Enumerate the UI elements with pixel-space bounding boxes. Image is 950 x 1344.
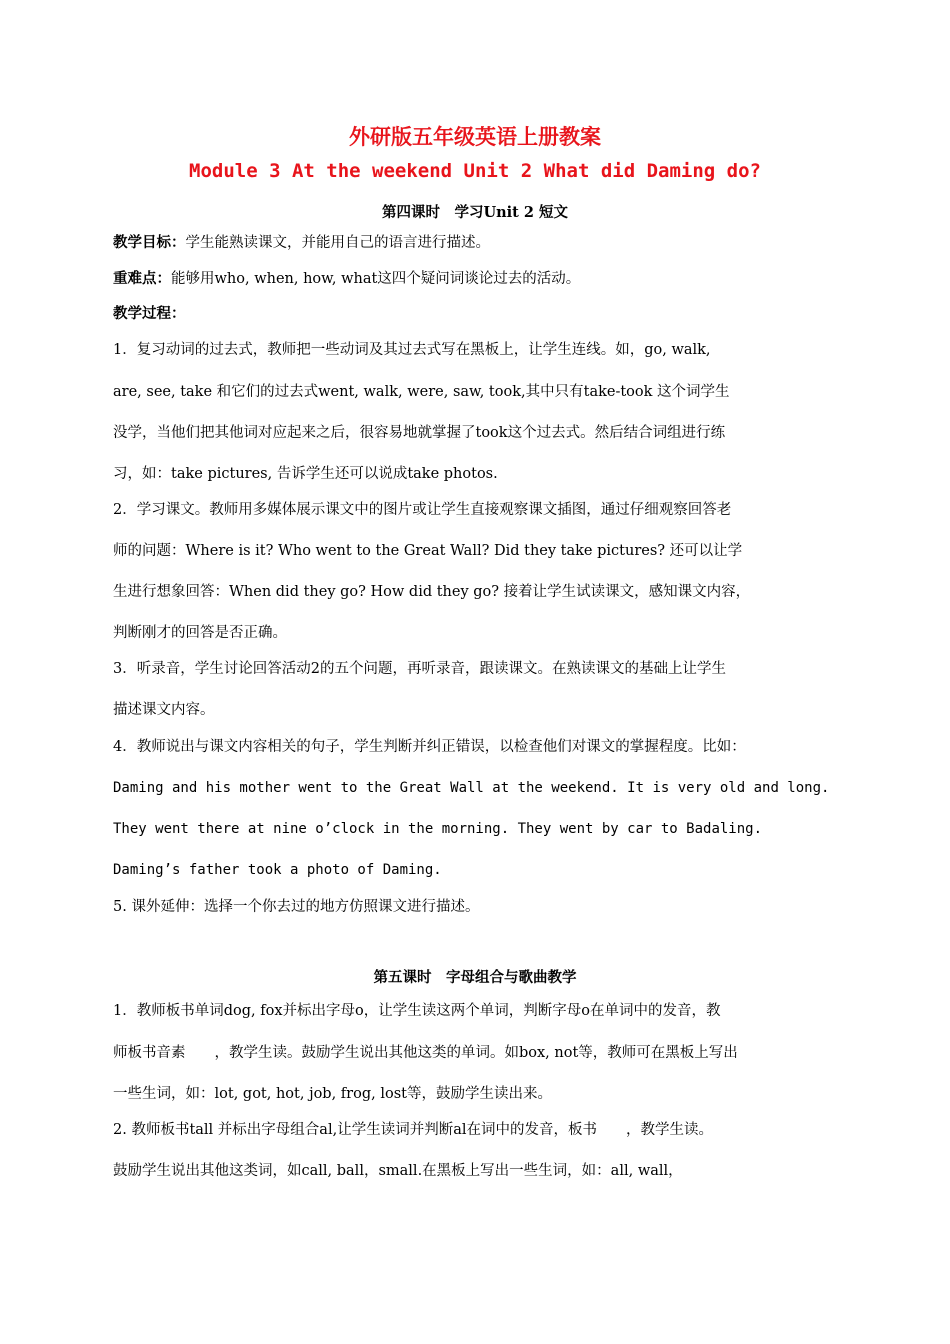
lesson5-heading: 第五课时 字母组合与歌曲教学 (373, 969, 577, 986)
lesson4-line: 5. 课外延伸：选择一个你去过的地方仿照课文进行描述。 (113, 899, 480, 915)
lesson4-line: 4．教师说出与课文内容相关的句子，学生判断并纠正错误，以检查他们对课文的掌握程度。比如： (113, 739, 746, 755)
teaching-goal-text: 学生能熟读课文，并能用自己的语言进行描述。 (185, 235, 490, 251)
document-subtitle: Module 3 At the weekend Unit 2 What did Daming do? (189, 160, 761, 182)
document-title: 外研版五年级英语上册教案 (349, 124, 601, 149)
lesson4-heading: 第四课时 学习Unit 2 短文 (381, 204, 569, 221)
key-points (113, 269, 838, 289)
key-points-label: 重难点： (113, 270, 171, 287)
lesson4-line: 生进行想象回答：When did they go? How did they go? 接着让学生试读课文，感知课文内容， (113, 584, 751, 600)
lesson4-line: 师的问题：Where is it? Who went to the Great Wall? Did they take pictures? 还可以让学 (113, 543, 743, 559)
lesson4-line: 没学，当他们把其他词对应起来之后，很容易地就掌握了took这个过去式。然后结合词组进行练 (113, 425, 726, 441)
teaching-goal-label: 教学目标： (113, 234, 186, 251)
lesson5-line: 2. 教师板书tall 并标出字母组合al,让学生读词并判断al在词中的发音，板书 ，教学生读。 (113, 1122, 713, 1138)
lesson4-line: 习，如：take pictures, 告诉学生还可以说成take photos. (113, 466, 498, 482)
example-sentence: Daming’s father took a photo of Daming. (113, 862, 442, 878)
lesson5-line: 师板书音素 ，教学生读。鼓励学生说出其他这类的单词。如box, not等，教师可在黑板上写出 (113, 1045, 738, 1061)
lesson4-line: 3．听录音，学生讨论回答活动2的五个问题，再听录音，跟读课文。在熟读课文的基础上让学生 (113, 661, 726, 677)
example-sentence: Daming and his mother went to the Great Wall at the weekend. It is very old and long. (113, 780, 830, 796)
lesson5-line: 一些生词，如：lot, got, hot, job, frog, lost等，鼓励学生读出来。 (113, 1086, 552, 1102)
lesson4-line: 描述课文内容。 (113, 702, 215, 718)
teaching-goal (113, 233, 838, 253)
example-sentence: They went there at nine o’clock in the morning. They went by car to Badaling. (113, 821, 763, 837)
lesson4-line: are, see, take 和它们的过去式went, walk, were, saw, took,其中只有take-took 这个词学生 (113, 384, 730, 400)
lesson5-line: 鼓励学生说出其他这类词，如call, ball，small.在黑板上写出一些生词，如：all, wall， (113, 1163, 683, 1179)
lesson4-line: 1．复习动词的过去式，教师把一些动词及其过去式写在黑板上，让学生连线。如，go, walk, (113, 342, 711, 358)
lesson4-line: 2．学习课文。教师用多媒体展示课文中的图片或让学生直接观察课文插图，通过仔细观察回答老 (113, 502, 732, 518)
process-label: 教学过程： (113, 305, 186, 322)
lesson4-line: 判断刚才的回答是否正确。 (113, 625, 287, 641)
lesson5-line: 1．教师板书单词dog, fox并标出字母o，让学生读这两个单词，判断字母o在单词中的发音，教 (113, 1003, 721, 1019)
key-points-text: 能够用who, when, how, what这四个疑问词谈论过去的活动。 (171, 271, 581, 287)
